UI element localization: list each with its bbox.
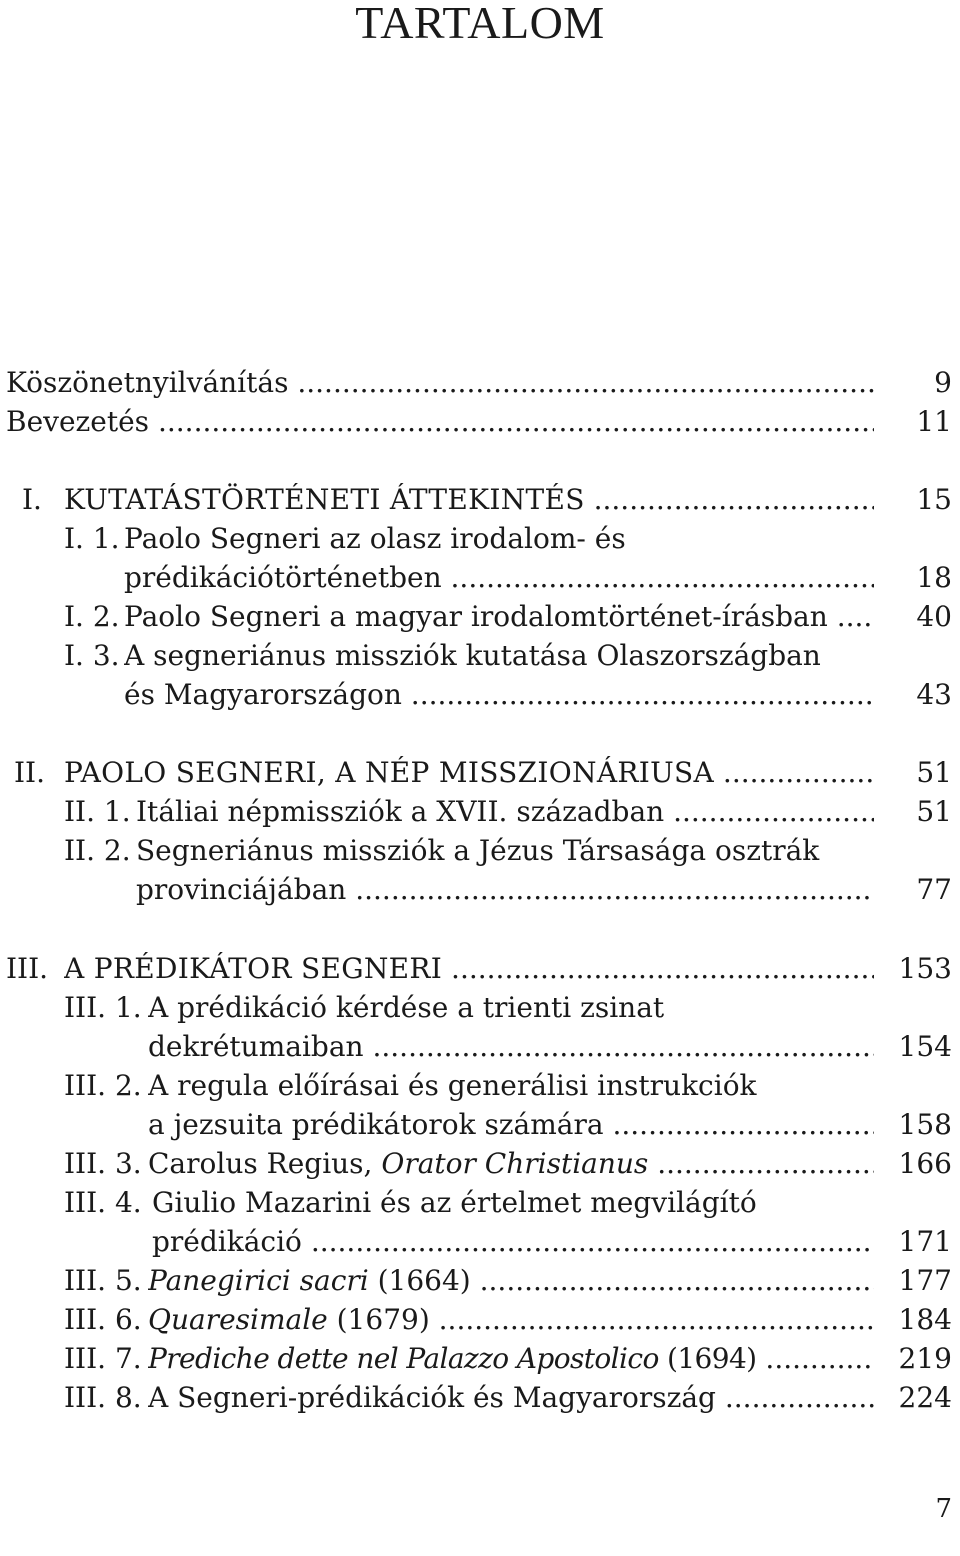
toc-section-title-italic: Quaresimale <box>148 1303 328 1336</box>
toc-entry[interactable] <box>0 402 960 441</box>
toc-entry-page: 171 <box>898 1225 952 1258</box>
toc-entry-page: 158 <box>898 1108 952 1141</box>
toc-section-number: III. 3. <box>64 1147 142 1180</box>
toc-section-number: II. 2. <box>64 834 131 867</box>
toc-section-title-roman: (1694) <box>658 1342 757 1375</box>
toc-section-continued[interactable] <box>0 870 960 909</box>
toc-section-title-roman: (1664) <box>368 1264 471 1297</box>
toc-entry-page: 51 <box>916 795 952 828</box>
toc-section-number: I. 1. <box>64 522 120 555</box>
toc-entry-page: 18 <box>916 561 952 594</box>
toc-entry-title: Köszönetnyilvánítás ..... <box>6 363 874 402</box>
toc-section-number: III. 5. <box>64 1264 142 1297</box>
toc-section[interactable] <box>0 1144 960 1183</box>
toc-section-title-roman: (1679) <box>327 1303 430 1336</box>
toc-section-number: I. 2. <box>64 600 120 633</box>
toc-section-title: Paolo Segneri a magyar irodalomtörténet-írásban ..... <box>124 597 874 636</box>
toc-section-continued[interactable] <box>0 1105 960 1144</box>
toc-section-title: A prédikáció kérdése a trienti zsinat <box>148 991 665 1024</box>
toc-section-number: III. 2. <box>64 1069 142 1102</box>
toc-section-number: I. 3. <box>64 639 120 672</box>
page-number: 7 <box>935 1494 952 1524</box>
page-title: TARTALOM <box>355 0 605 48</box>
toc-section-title-cont: prédikáció ..... <box>152 1222 874 1261</box>
toc-chapter[interactable] <box>0 480 960 519</box>
toc-section[interactable] <box>0 831 960 870</box>
toc-entry-title: Bevezetés ..... <box>6 402 874 441</box>
toc-entry-page: 154 <box>898 1030 952 1063</box>
toc-entry-page: 219 <box>898 1342 952 1375</box>
toc-section-continued[interactable] <box>0 675 960 714</box>
toc-entry-page: 153 <box>898 952 952 985</box>
toc-section-title: Segneriánus missziók a Jézus Társasága osztrák <box>136 834 820 867</box>
toc-entry-page: 15 <box>916 483 952 516</box>
toc-section-number: III. 4. <box>64 1186 142 1219</box>
toc-entry[interactable] <box>0 363 960 402</box>
toc-section-number: II. 1. <box>64 795 131 828</box>
toc-chapter[interactable] <box>0 949 960 988</box>
toc-entry-page: 43 <box>916 678 952 711</box>
toc-section-title-roman: Carolus Regius, <box>148 1147 382 1180</box>
toc-entry-page: 11 <box>916 405 952 438</box>
toc-section[interactable] <box>0 1261 960 1300</box>
toc-section-title-italic: Orator Christianus <box>381 1147 649 1180</box>
toc-section-title: Giulio Mazarini és az értelmet megvilágító <box>152 1186 757 1219</box>
toc-section[interactable] <box>0 988 960 1027</box>
toc-entry-page: 9 <box>934 366 952 399</box>
toc-section-title: A regula előírásai és generálisi instrukciók <box>148 1069 757 1102</box>
toc-chapter-number: I. <box>22 483 42 516</box>
toc-section-number: III. 1. <box>64 991 142 1024</box>
toc-entry-page: 166 <box>898 1147 952 1180</box>
toc-section[interactable] <box>0 1300 960 1339</box>
toc-section-title-italic: Panegirici sacri <box>148 1264 369 1297</box>
toc-chapter-title: A PRÉDIKÁTOR SEGNERI ..... <box>64 949 874 988</box>
toc-section-continued[interactable] <box>0 1027 960 1066</box>
toc-entry-page: 40 <box>916 600 952 633</box>
toc-section-title <box>148 1144 874 1183</box>
toc-section-title <box>148 1261 874 1300</box>
toc-section-continued[interactable] <box>0 1222 960 1261</box>
toc-section-title <box>148 1339 874 1378</box>
toc-chapter[interactable] <box>0 753 960 792</box>
toc-section-title-cont: prédikációtörténetben ..... <box>124 558 874 597</box>
toc-section[interactable] <box>0 792 960 831</box>
toc-section-title: Paolo Segneri az olasz irodalom- és <box>124 522 626 555</box>
toc-entry-page: 177 <box>898 1264 952 1297</box>
toc-section-title-cont: provinciájában ..... <box>136 870 874 909</box>
toc-entry-page: 224 <box>898 1381 952 1414</box>
toc-section-title: A Segneri-prédikációk és Magyarország ..... <box>148 1378 874 1417</box>
toc-section-title-cont: a jezsuita prédikátorok számára ..... <box>148 1105 874 1144</box>
toc-entry-page: 184 <box>898 1303 952 1336</box>
toc-section-title: A segneriánus missziók kutatása Olaszországban <box>124 639 821 672</box>
toc-section[interactable] <box>0 597 960 636</box>
toc-section-title-italic: Prediche dette nel Palazzo Apostolico <box>148 1342 659 1375</box>
toc-section[interactable] <box>0 1339 960 1378</box>
toc-section[interactable] <box>0 636 960 675</box>
toc-section-title: Itáliai népmissziók a XVII. században ..... <box>136 792 874 831</box>
toc-section[interactable] <box>0 1066 960 1105</box>
toc-chapter-title: PAOLO SEGNERI, A NÉP MISSZIONÁRIUSA ..... <box>64 753 874 792</box>
toc-entry-page: 77 <box>916 873 952 906</box>
toc-section[interactable] <box>0 1378 960 1417</box>
toc-section-number: III. 7. <box>64 1342 142 1375</box>
toc-section-title-cont: dekrétumaiban ..... <box>148 1027 874 1066</box>
toc-section-title <box>148 1300 874 1339</box>
toc-section-title-cont: és Magyarországon ..... <box>124 675 874 714</box>
toc-section[interactable] <box>0 519 960 558</box>
toc-section[interactable] <box>0 1183 960 1222</box>
toc-chapter-title: KUTATÁSTÖRTÉNETI ÁTTEKINTÉS ..... <box>64 480 874 519</box>
toc-section-number: III. 6. <box>64 1303 142 1336</box>
toc-section-continued[interactable] <box>0 558 960 597</box>
toc-chapter-number: III. <box>6 952 49 985</box>
toc-section-number: III. 8. <box>64 1381 142 1414</box>
toc-chapter-number: II. <box>14 756 46 789</box>
toc-entry-page: 51 <box>916 756 952 789</box>
